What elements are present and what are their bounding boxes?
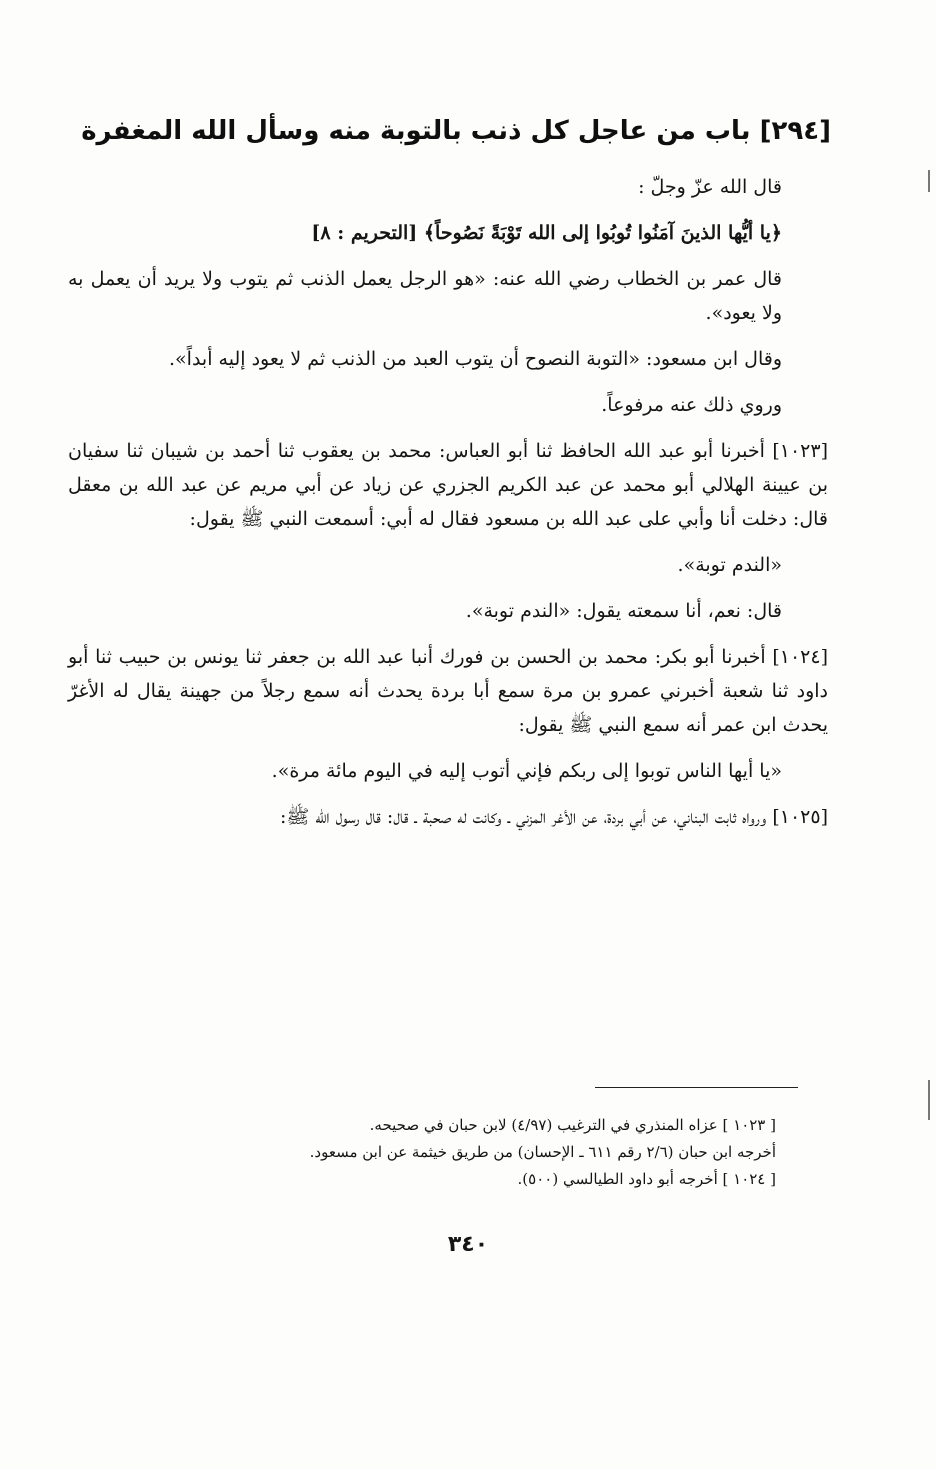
- scan-edge-mark: [928, 1080, 930, 1120]
- umar-quote: قال عمر بن الخطاب رضي الله عنه: «هو الرجل يعمل الذنب ثم يتوب ولا يريد أن يعمل به ولا يعود».: [68, 268, 782, 324]
- footnote-divider: [595, 1087, 798, 1088]
- hadith-1023-text: «الندم توبة».: [677, 554, 782, 576]
- hadith-1024-text: «يا أيها الناس توبوا إلى ربكم فإني أتوب إليه في اليوم مائة مرة».: [271, 760, 782, 782]
- quran-verse: ﴿يا أيُّها الذينَ آمَنُوا تُوبُوا إلى الله تَوْبَةً نَصُوحاً﴾ [التحريم : ٨]: [311, 222, 782, 244]
- footnote-1023-continued: أخرجه ابن حبان (٢/٦ رقم ٦١١ ـ الإحسان) من طريق خيثمة عن ابن مسعود.: [309, 1143, 776, 1161]
- scan-edge-mark: [928, 170, 930, 192]
- hadith-1023: [١٠٢٣] أخبرنا أبو عبد الله الحافظ ثنا أبو العباس: محمد بن يعقوب ثنا أحمد بن شيبان ثنا سفيان بن عيينة الهلالي أبو محمد عن عبد الكريم الجزري عن زياد عن أبي مريم عن عبد الله بن معقل قال: دخلت أنا وأبي على عبد الله بن مسعود فقال له أبي: أسمعت النبي ﷺ يقول:: [68, 440, 828, 530]
- main-text: [68, 170, 828, 846]
- page-number: ٣٤٠: [447, 1232, 489, 1257]
- hadith-1025: [١٠٢٥] ورواه ثابت البناني، عن أبي بردة، عن الأغر المزني ـ وكانت له صحبة ـ قال: قال رسول الله ﷺ:: [279, 806, 828, 828]
- footnote-1024: [ ١٠٢٤ ] أخرجه أبو داود الطيالسي (٥٠٠).: [517, 1170, 776, 1188]
- chapter-heading: [٢٩٤] باب من عاجل كل ذنب بالتوبة منه وسأل الله المغفرة: [81, 116, 831, 146]
- hadith-1024: [١٠٢٤] أخبرنا أبو بكر: محمد بن الحسن بن فورك أنبا عبد الله بن جعفر ثنا يونس بن حبيب ثنا أبو داود ثنا شعبة أخبرني عمرو بن مرة سمع أبا بردة يحدث أنه سمع رجلاً من جهينة يقال له الأغرّ يحدث ابن عمر أنه سمع النبي ﷺ يقول:: [68, 646, 828, 736]
- intro-line: قال الله عزّ وجلّ :: [638, 176, 782, 198]
- footnotes: [120, 1112, 776, 1193]
- ibn-masud-quote: وقال ابن مسعود: «التوبة النصوح أن يتوب العبد من الذنب ثم لا يعود إليه أبداً».: [169, 348, 782, 370]
- narration-note: وروي ذلك عنه مرفوعاً.: [601, 394, 782, 416]
- footnote-1023: [ ١٠٢٣ ] عزاه المنذري في الترغيب (٤/٩٧) لابن حبان في صحيحه.: [369, 1116, 776, 1134]
- hadith-1023-reply: قال: نعم، أنا سمعته يقول: «الندم توبة».: [465, 600, 782, 622]
